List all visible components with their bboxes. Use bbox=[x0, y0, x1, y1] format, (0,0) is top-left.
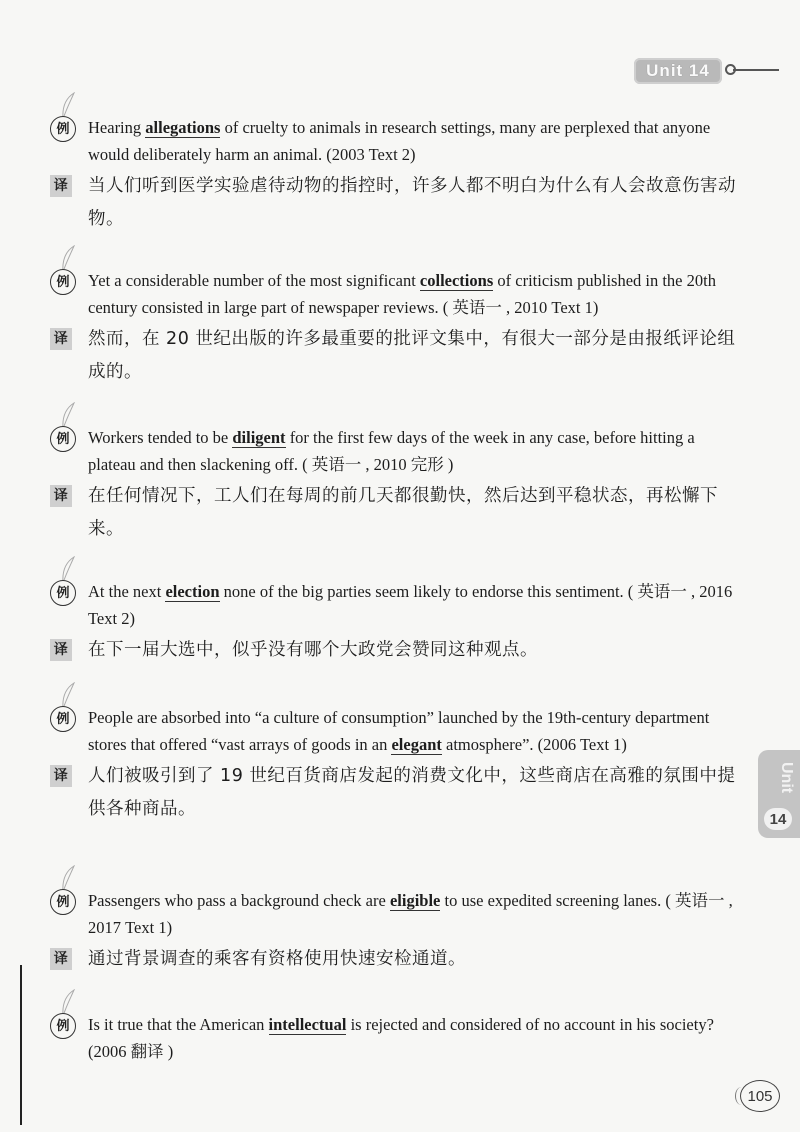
unit-line bbox=[733, 69, 779, 71]
example-marker bbox=[50, 704, 78, 732]
translation-label: 译 bbox=[50, 948, 72, 970]
example-label: 例 bbox=[50, 706, 76, 732]
example-marker bbox=[50, 424, 78, 452]
translation bbox=[50, 480, 740, 546]
sentence-text: is rejected and considered of no account in his society? (2006 翻译 ) bbox=[88, 1015, 714, 1061]
page-number: 105 bbox=[740, 1080, 780, 1112]
translation-text: 然而，在 20 世纪出版的许多最重要的批评文集中，有很大一部分是由报纸评论组成的。 bbox=[88, 329, 736, 382]
side-tab-number: 14 bbox=[764, 808, 792, 830]
sentence-text: Is it true that the American bbox=[88, 1015, 269, 1034]
sentence-text: for the first few days of the week in any case, before hitting a plateau and then slackening off. ( 英语一 , 2010 完形 ) bbox=[88, 428, 695, 474]
example-sentence bbox=[50, 704, 740, 758]
binding-line bbox=[20, 965, 22, 1125]
example-sentence bbox=[50, 578, 740, 632]
sentence-text: Hearing bbox=[88, 118, 146, 137]
translation bbox=[50, 760, 740, 826]
example-marker bbox=[50, 1011, 78, 1039]
keyword: election bbox=[165, 582, 220, 601]
keyword: elegant bbox=[391, 735, 442, 754]
keyword: collections bbox=[419, 271, 494, 290]
example-sentence bbox=[50, 267, 740, 321]
example-entry bbox=[50, 267, 740, 389]
example-marker bbox=[50, 578, 78, 606]
example-marker bbox=[50, 114, 78, 142]
sentence-text: of criticism published in the 20th century consisted in large part of newspaper reviews. ( 英语一 , 2010 Text 1) bbox=[88, 271, 716, 317]
example-label: 例 bbox=[50, 580, 76, 606]
translation-text: 当人们听到医学实验虐待动物的指控时，许多人都不明白为什么有人会故意伤害动物。 bbox=[88, 176, 736, 229]
example-label: 例 bbox=[50, 116, 76, 142]
translation-text: 在下一届大选中，似乎没有哪个大政党会赞同这种观点。 bbox=[88, 640, 538, 660]
keyword: eligible bbox=[389, 891, 441, 910]
example-sentence bbox=[50, 1011, 740, 1065]
example-marker bbox=[50, 267, 78, 295]
translation bbox=[50, 634, 740, 667]
unit-side-tab bbox=[758, 750, 800, 838]
sentence-text: Passengers who pass a background check are bbox=[88, 891, 390, 910]
translation bbox=[50, 323, 740, 389]
translation-label: 译 bbox=[50, 328, 72, 350]
translation-text: 在任何情况下，工人们在每周的前几天都很勤快，然后达到平稳状态，再松懈下来。 bbox=[88, 486, 718, 539]
example-entry bbox=[50, 887, 740, 976]
example-label: 例 bbox=[50, 1013, 76, 1039]
unit-label: Unit 14 bbox=[634, 58, 722, 84]
translation-label: 译 bbox=[50, 485, 72, 507]
translation-text: 人们被吸引到了 19 世纪百货商店发起的消费文化中，这些商店在高雅的氛围中提供各种商品。 bbox=[88, 766, 736, 819]
side-tab-label: Unit bbox=[778, 762, 795, 794]
keyword: intellectual bbox=[268, 1015, 347, 1034]
translation bbox=[50, 170, 740, 236]
example-entry bbox=[50, 1011, 740, 1065]
example-entry bbox=[50, 704, 740, 826]
example-entry bbox=[50, 424, 740, 546]
sentence-text: Workers tended to be bbox=[88, 428, 233, 447]
keyword: diligent bbox=[232, 428, 286, 447]
example-label: 例 bbox=[50, 889, 76, 915]
sentence-text: of cruelty to animals in research settings, many are perplexed that anyone would deliberately harm an animal. (2003 Text 2) bbox=[88, 118, 711, 164]
example-sentence bbox=[50, 887, 740, 941]
example-label: 例 bbox=[50, 426, 76, 452]
sentence-text: At the next bbox=[88, 582, 166, 601]
example-marker bbox=[50, 887, 78, 915]
translation bbox=[50, 943, 740, 976]
example-sentence bbox=[50, 114, 740, 168]
example-sentence bbox=[50, 424, 740, 478]
translation-label: 译 bbox=[50, 639, 72, 661]
sentence-text: none of the big parties seem likely to endorse this sentiment. ( 英语一 , 2016 Text 2) bbox=[88, 582, 733, 628]
keyword: allegations bbox=[145, 118, 221, 137]
translation-text: 通过背景调查的乘客有资格使用快速安检通道。 bbox=[88, 949, 466, 969]
sentence-text: to use expedited screening lanes. ( 英语一 , 2017 Text 1) bbox=[88, 891, 733, 937]
example-label: 例 bbox=[50, 269, 76, 295]
example-entry bbox=[50, 578, 740, 667]
example-entry bbox=[50, 114, 740, 236]
translation-label: 译 bbox=[50, 765, 72, 787]
sentence-text: Yet a considerable number of the most significant bbox=[88, 271, 420, 290]
sentence-text: atmosphere”. (2006 Text 1) bbox=[441, 735, 627, 754]
translation-label: 译 bbox=[50, 175, 72, 197]
sentence-text: People are absorbed into “a culture of consumption” launched by the 19th-century department stores that offered “vast arrays of goods in an bbox=[88, 708, 710, 754]
